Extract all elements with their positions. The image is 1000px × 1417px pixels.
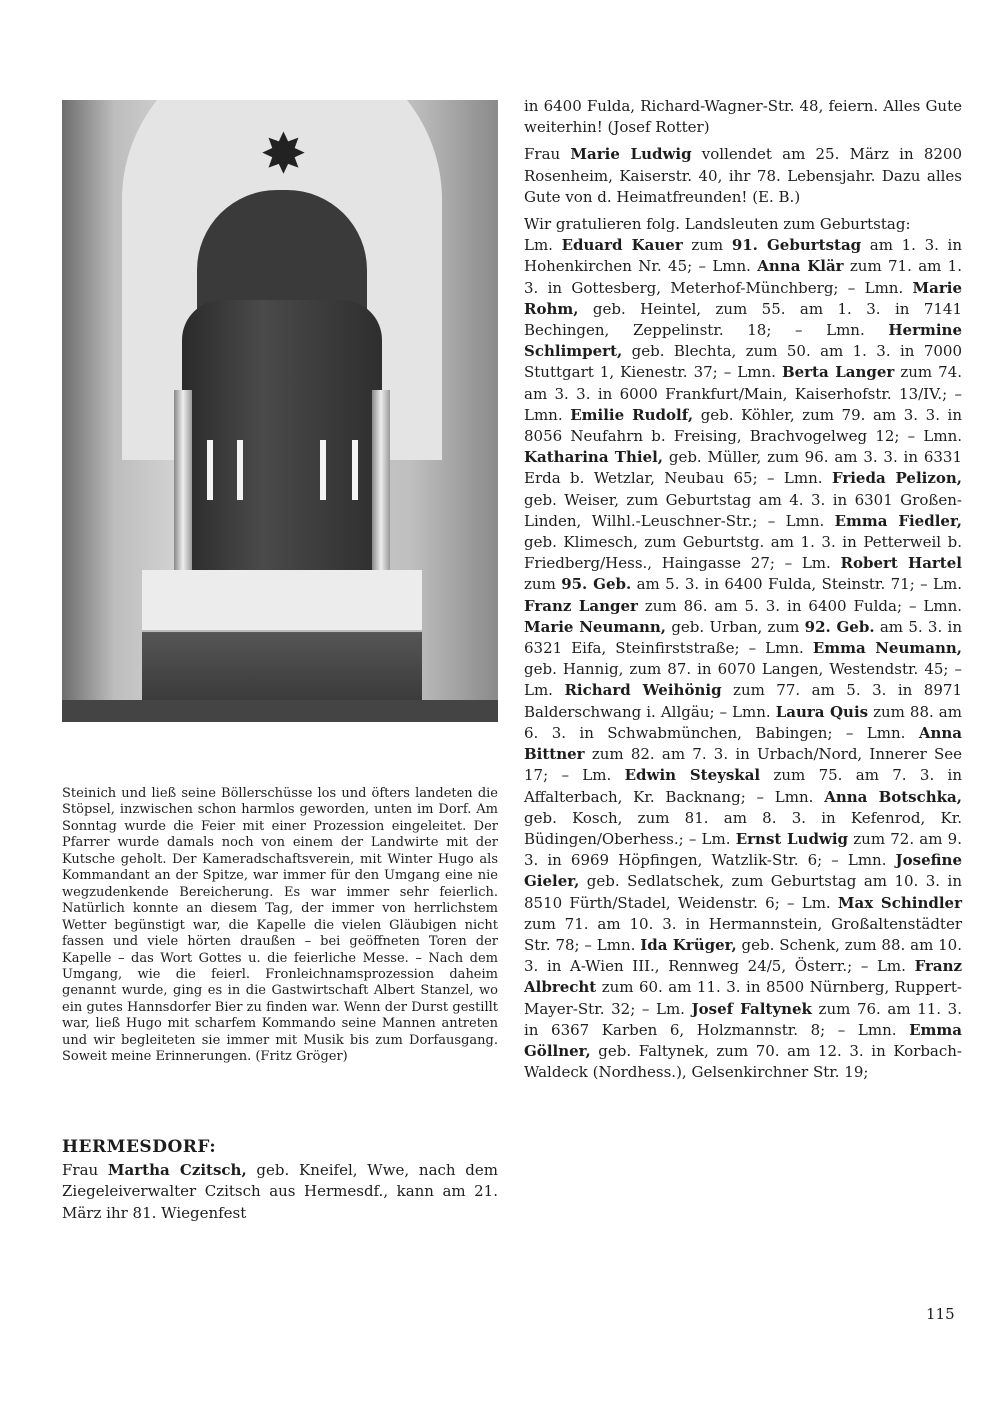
bold-name: Marie Neumann,: [524, 617, 667, 636]
text-segment: zum 72. am 9. 3. in 6969 Höpfingen, Watzlik-Str. 6; – Lmn.: [524, 829, 962, 870]
closing-paragraph: in 6400 Fulda, Richard-Wagner-Str. 48, feiern. Alles Gute weiterhin! (Josef Rotter): [524, 97, 962, 137]
bold-name: Max Schindler: [837, 893, 962, 912]
bold-name: Franz Langer: [524, 596, 638, 615]
bold-name: Laura Quis: [775, 702, 869, 721]
bold-name: Franz Albrecht: [524, 957, 962, 997]
bold-name: Emilie Rudolf,: [570, 405, 694, 424]
bold-name: Richard Weihönig: [564, 681, 722, 700]
text-segment: Frau: [62, 1161, 108, 1179]
text-segment: zum 74. am 3. 3. in 6000 Frankfurt/Main, Kaiserhofstr. 13/IV.; – Lmn.: [524, 363, 963, 424]
bold-name: Hermine Schlimpert,: [524, 321, 962, 361]
text-segment: geb. Hannig, zum 87. in 6070 Langen, Westendstr. 45; – Lm.: [524, 660, 962, 700]
altar-cloth: [142, 570, 422, 632]
text-segment: am 5. 3. in 6321 Eifa, Steinfirststraße; – Lmn.: [524, 617, 963, 658]
section-heading: HERMESDORF:: [62, 1137, 217, 1157]
text-segment: geb. Schenk, zum 88. am 10. 3. in A-Wien III., Rennweg 24/5, Österr.; – Lm.: [524, 935, 962, 976]
text-segment: zum 60. am 11. 3. in 8500 Nürnberg, Ruppert-Mayer-Str. 32; – Lm.: [524, 978, 962, 1018]
text-segment: geb. Urban, zum: [666, 617, 805, 636]
text-segment: zum 77. am 5. 3. in 8971 Balderschwang i. Allgäu; – Lmn.: [524, 681, 962, 721]
bold-name: Marie Ludwig: [570, 145, 692, 164]
text-segment: geb. Müller, zum 96. am 3. 3. in 6331 Erda b. Wetzlar, Neubau 65; – Lmn.: [524, 448, 962, 488]
text-segment: geb. Heintel, zum 55. am 1. 3. in 7141 Bechingen, Zeppelinstr. 18; – Lmn.: [524, 299, 962, 340]
text-segment: Frau: [524, 145, 571, 164]
bold-name: Robert Hartel: [840, 554, 962, 573]
text-segment: zum 76. am 11. 3. in 6367 Karben 6, Holzmannstr. 8; – Lmn.: [524, 999, 962, 1039]
bold-name: Ernst Ludwig: [735, 829, 849, 848]
text-segment: geb. Blechta, zum 50. am 1. 3. in 7000 Stuttgart 1, Kienestr. 37; – Lmn.: [524, 342, 962, 382]
bold-name: Emma Göllner,: [524, 1020, 962, 1060]
bold-name: Emma Fiedler,: [834, 511, 962, 530]
hermesdorf-paragraph: [62, 1160, 498, 1224]
bold-name: Ida Krüger,: [640, 935, 737, 954]
text-segment: geb. Sedlatschek, zum Geburtstag am 10. 3. in 8510 Fürth/Stadel, Weidenstr. 6; – Lm.: [524, 872, 962, 912]
text-segment: zum 86. am 5. 3. in 6400 Fulda; – Lmn.: [637, 596, 962, 615]
bold-name: Marie Rohm,: [524, 278, 962, 318]
bold-name: 95. Geb.: [561, 575, 632, 594]
congratulations-intro: Wir gratulieren folg. Landsleuten zum Geburtstag:: [524, 215, 911, 234]
text-segment: zum 82. am 7. 3. in Urbach/Nord, Innerer See 17; – Lm.: [524, 745, 962, 785]
bold-name: 91. Geburtstag: [731, 236, 862, 255]
text-segment: zum 71. am 10. 3. in Hermannstein, Großaltenstädter Str. 78; – Lmn.: [524, 914, 962, 954]
text-segment: zum 71. am 1. 3. in Gottesberg, Meterhof-Münchberg; – Lmn.: [524, 257, 962, 297]
altar-photo: [62, 100, 498, 722]
bold-name: Josef Faltynek: [691, 999, 812, 1018]
candle: [320, 440, 326, 500]
text-segment: geb. Köhler, zum 79. am 3. 3. in 8056 Neufahrn b. Freising, Brachvogelweg 12; – Lmn.: [524, 405, 963, 446]
bold-name: Anna Klär: [757, 257, 844, 276]
birthday-paragraph: [524, 144, 962, 208]
candle: [352, 440, 358, 500]
bold-name: Edwin Steyskal: [624, 766, 761, 785]
text-segment: zum 75. am 7. 3. in Affalterbach, Kr. Backnang; – Lmn.: [524, 766, 963, 806]
text-segment: vollendet am 25. März in 8200 Rosenheim, Kaiserstr. 40, ihr 78. Lebensjahr. Dazu alles Gute von d. Heimatfreunden! (E. B.): [524, 145, 963, 206]
bold-name: Berta Langer: [781, 363, 895, 382]
article-paragraph: Steinich und ließ seine Böllerschüsse los und öfters landeten die Stöpsel, inzwischen schon harmlos geworden, unten im Dorf. Am Sonntag wurde die Feier mit einer Prozession eingeleitet. Der Pfarrer wurde damals noch von einem der Landwirte mit der Kutsche geholt. Der Kameradschaftsverein, mit Winter Hugo als Kommandant an der Spitze, war immer für den Umgang eine nie wegzudenkende Bereicherung. Es war immer sehr feierlich. Natürlich konnte an diesem Tag, der immer von herrlichstem Wetter begünstigt war, die Kapelle die vielen Gläubigen nicht fassen und viele hörten draußen – bei geöffneten Toren der Kapelle – das Wort Gottes u. die feierliche Messe. – Nach dem Umgang, wie die feierl. Fronleichnamsprozession daheim genannt wurde, ging es in die Gastwirtschaft Albert Stanzel, wo ein gutes Hannsdorfer Bier zu finden war. Wenn der Durst gestillt war, ließ Hugo mit scharfem Kommando seine Mannen antreten und wir begleiteten sie immer mit Musik bis zum Dorfausgang. Soweit meine Erinnerungen. (Fritz Gröger): [62, 786, 498, 1065]
bold-name: Martha Czitsch,: [107, 1161, 247, 1179]
bold-name: Katharina Thiel,: [524, 448, 664, 467]
text-segment: geb. Kosch, zum 81. am 8. 3. in Kefenrod, Kr. Büdingen/Oberhess.; – Lm.: [524, 808, 962, 848]
page-number: 115: [926, 1305, 955, 1323]
text-segment: am 5. 3. in 6400 Fulda, Steinstr. 71; – Lm.: [631, 575, 962, 594]
text-segment: Lm.: [524, 236, 562, 255]
text-segment: geb. Faltynek, zum 70. am 12. 3. in Korbach-Waldeck (Nordhess.), Gelsenkirchner Str. 19;: [524, 1041, 962, 1082]
bold-name: Emma Neumann,: [812, 639, 963, 658]
text-segment: geb. Weiser, zum Geburtstag am 4. 3. in 6301 Großen-Linden, Wilhl.-Leuschner-Str.; – Lmn.: [524, 490, 962, 530]
right-column: [524, 96, 962, 1083]
sunburst-ornament: ✸: [260, 122, 307, 187]
altar-step: [62, 700, 498, 722]
bold-name: Frieda Pelizon,: [831, 469, 962, 488]
text-segment: geb. Kneifel, Wwe, nach dem Ziegeleiverwalter Czitsch aus Hermesdf., kann am 21. März ihr 81. Wiegenfest: [62, 1161, 499, 1222]
text-segment: am 1. 3. in Hohenkirchen Nr. 45; – Lmn.: [524, 236, 962, 276]
bold-name: Josefine Gieler,: [524, 851, 962, 891]
bold-name: Eduard Kauer: [561, 236, 683, 255]
bold-name: Anna Botschka,: [824, 787, 962, 806]
text-segment: zum: [524, 575, 562, 594]
candle: [207, 440, 213, 500]
text-segment: zum 88. am 6. 3. in Schwabmünchen, Babingen; – Lmn.: [524, 702, 962, 742]
candle: [237, 440, 243, 500]
birthday-list: [524, 235, 962, 1083]
text-segment: zum: [682, 236, 732, 255]
bold-name: 92. Geb.: [804, 617, 875, 636]
text-segment: geb. Klimesch, zum Geburtstg. am 1. 3. in Petterweil b. Friedberg/Hess., Haingasse 27; – Lm.: [524, 533, 962, 573]
bold-name: Anna Bittner: [524, 723, 962, 764]
